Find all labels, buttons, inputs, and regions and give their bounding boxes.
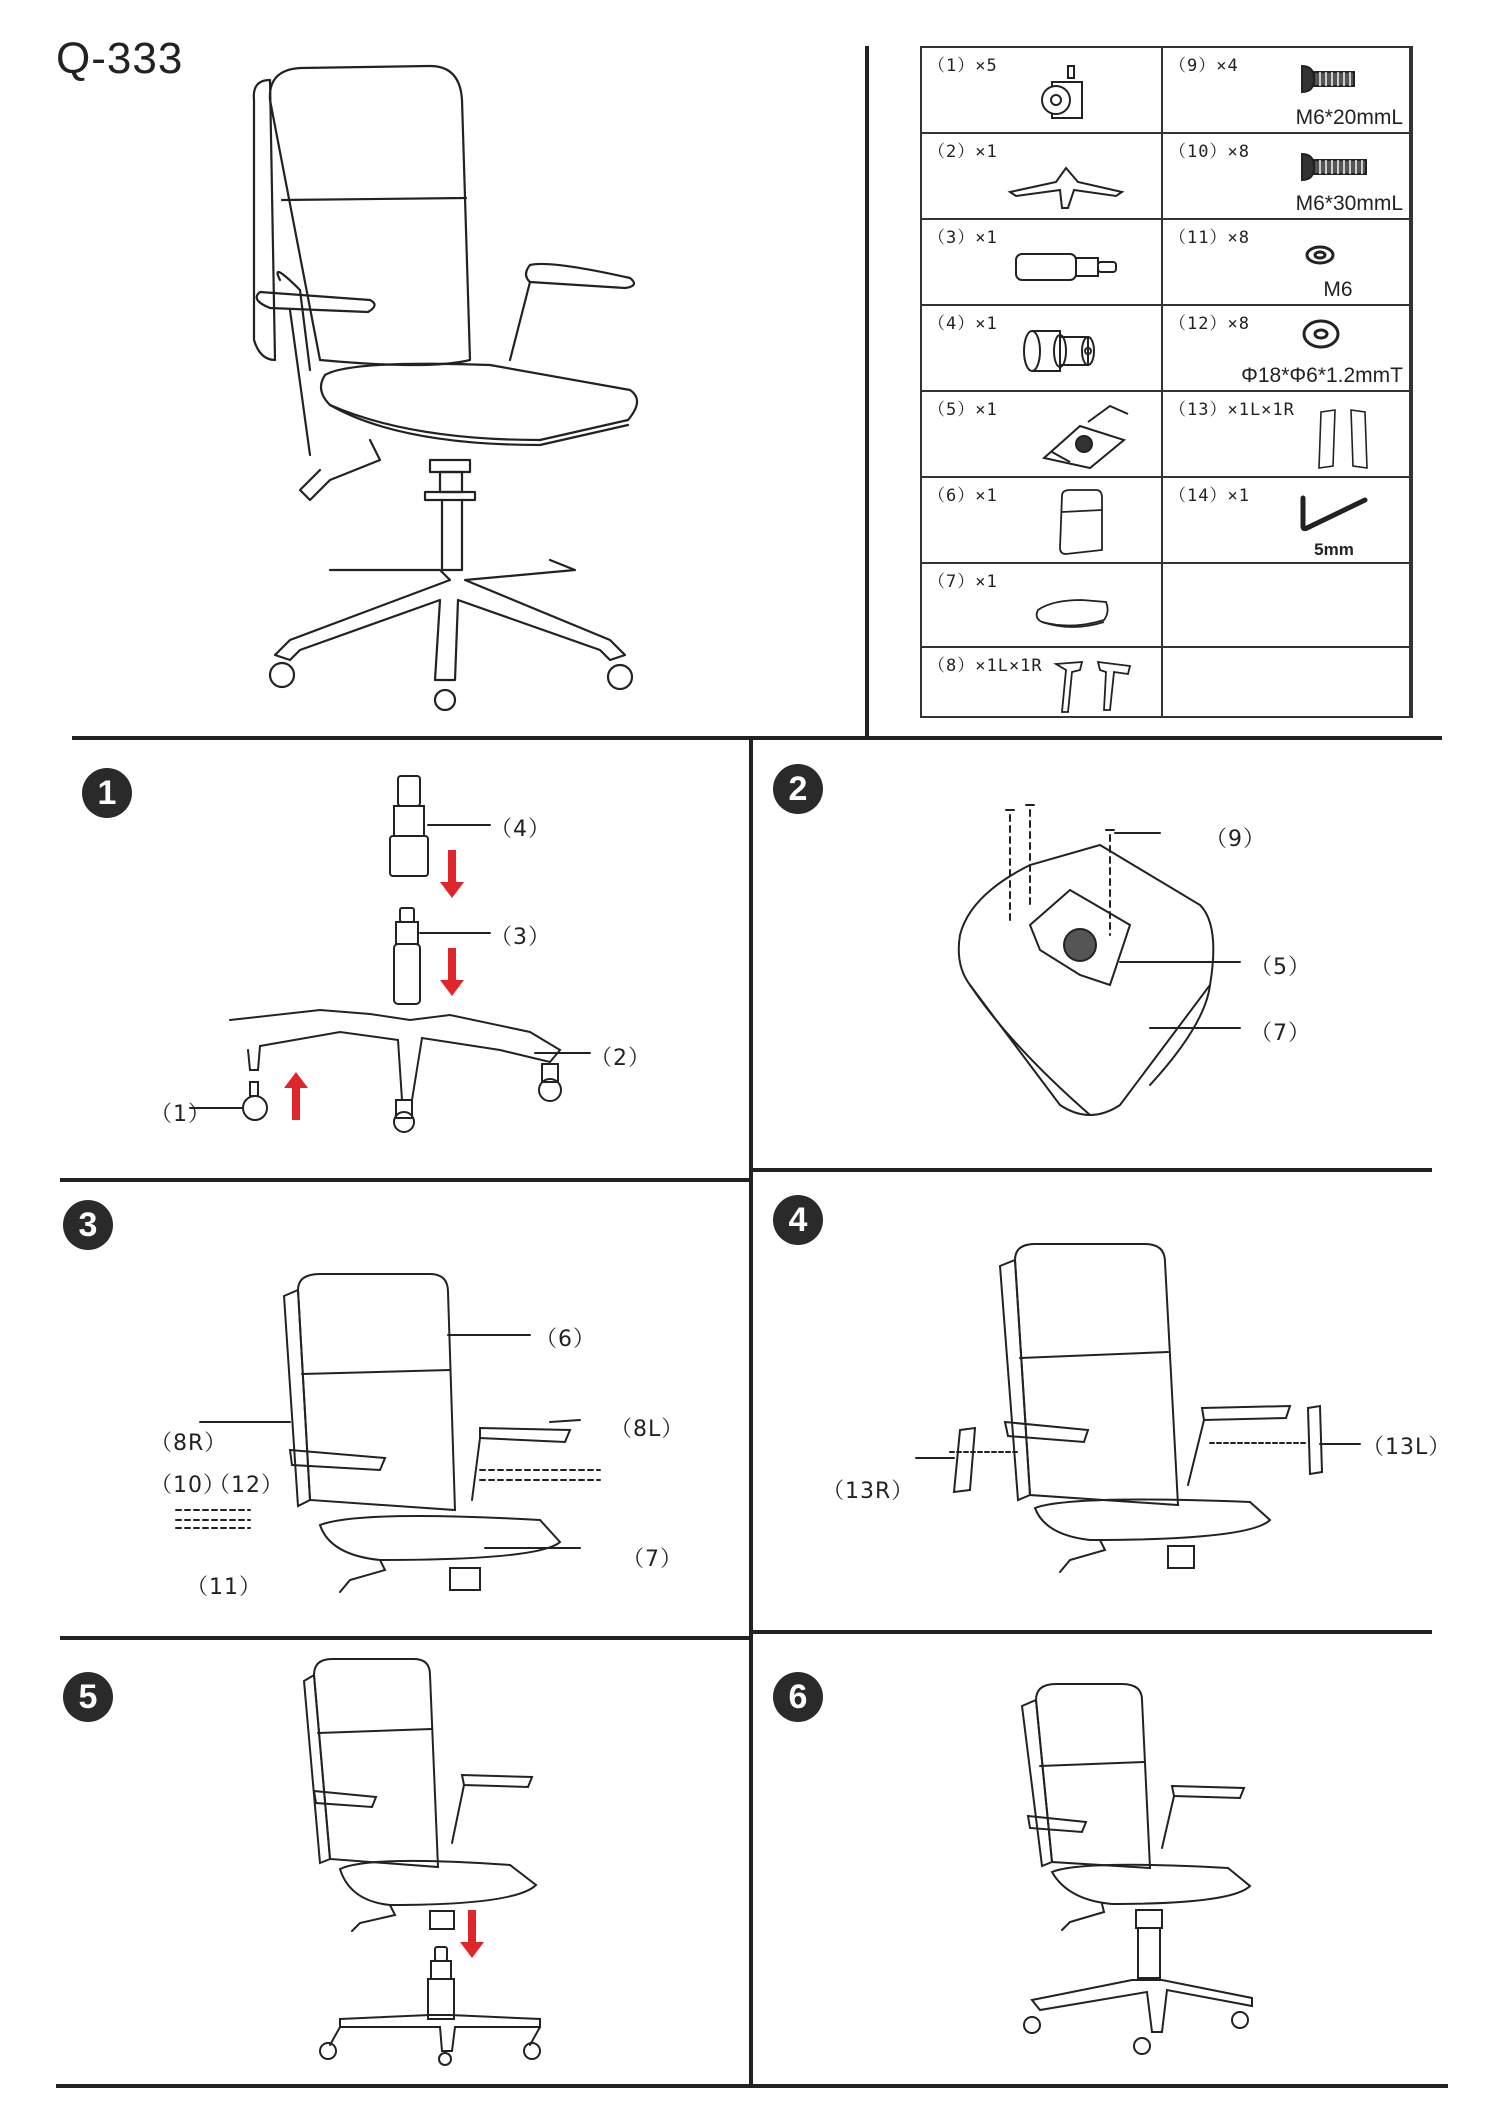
part-cell-10 <box>1163 134 1411 220</box>
part-spec: 5mm <box>1314 540 1354 559</box>
step-3-label-10: （10） <box>150 1473 226 1498</box>
part-qty: （1）×5 <box>928 56 998 76</box>
part-cell-13 <box>1163 392 1411 478</box>
backrest-icon <box>1056 488 1106 556</box>
parts-list-table <box>920 46 1413 718</box>
step-5-illustration <box>300 1655 580 2065</box>
step-4-label-13l: （13L） <box>1362 1435 1452 1460</box>
step-1-label-4: （4） <box>490 817 551 842</box>
bolt-long-icon <box>1298 150 1370 184</box>
bolt-short-icon <box>1298 62 1358 96</box>
part-qty: （5）×1 <box>928 400 998 420</box>
step-3-label-6: （6） <box>535 1327 596 1352</box>
part-cell-1 <box>922 48 1163 134</box>
part-cell-11 <box>1163 220 1411 306</box>
part-cell-6 <box>922 478 1163 564</box>
part-qty: （9）×4 <box>1169 56 1239 76</box>
part-qty: （11）×8 <box>1169 228 1250 248</box>
step-2-label-9: （9） <box>1205 827 1266 852</box>
step-6-badge: 6 <box>773 1672 823 1722</box>
part-qty: （4）×1 <box>928 314 998 334</box>
seat-icon <box>1032 592 1112 632</box>
part-qty: （8）×1L×1R <box>928 656 1043 676</box>
part-cell-7 <box>922 564 1163 648</box>
step-1-label-2: （2） <box>590 1046 651 1071</box>
step-1-arrows <box>280 850 480 1150</box>
part-spec: M6*30mmL <box>1295 192 1403 215</box>
assembled-chair-illustration <box>230 60 680 710</box>
armrest-pair-icon <box>1052 656 1136 716</box>
step-3-badge: 3 <box>63 1200 113 1250</box>
part-cell-8 <box>922 648 1163 718</box>
tilt-mechanism-icon <box>1040 402 1130 472</box>
step-3-label-8r: （8R） <box>150 1431 228 1456</box>
divider-h2-left <box>60 1178 750 1182</box>
part-spec: M6 <box>1323 278 1353 301</box>
divider-bottom <box>56 2084 1448 2088</box>
step-5-arrow <box>460 1910 484 1960</box>
spring-washer-icon <box>1303 242 1337 268</box>
part-qty: （2）×1 <box>928 142 998 162</box>
part-cell-empty-2 <box>1163 648 1411 718</box>
star-base-icon <box>1006 162 1126 212</box>
part-qty: （7）×1 <box>928 572 998 592</box>
model-number: Q-333 <box>56 34 184 83</box>
part-qty: （12）×8 <box>1169 314 1250 334</box>
step-6-illustration <box>1012 1680 1292 2060</box>
part-cell-4 <box>922 306 1163 392</box>
divider-h2-right <box>752 1168 1432 1172</box>
cylinder-cover-icon <box>1022 326 1098 376</box>
step-3-label-7: （7） <box>622 1547 683 1572</box>
step-4-illustration <box>920 1240 1400 1580</box>
step-1-label-3: （3） <box>490 925 551 950</box>
part-cell-2 <box>922 134 1163 220</box>
divider-h1 <box>72 736 1442 740</box>
step-4-badge: 4 <box>773 1195 823 1245</box>
part-cell-5 <box>922 392 1163 478</box>
step-1-badge: 1 <box>82 768 132 818</box>
part-spec: Φ18*Φ6*1.2mmT <box>1241 364 1403 387</box>
part-spec: M6*20mmL <box>1295 106 1403 129</box>
part-qty: （14）×1 <box>1169 486 1250 506</box>
part-cell-3 <box>922 220 1163 306</box>
step-2-label-7: （7） <box>1250 1021 1311 1046</box>
gas-lift-icon <box>1012 246 1122 286</box>
step-3-illustration <box>180 1270 630 1610</box>
part-cell-empty-1 <box>1163 564 1411 648</box>
divider-h3-left <box>60 1636 750 1640</box>
part-qty: （10）×8 <box>1169 142 1250 162</box>
step-3-label-12: （12） <box>208 1473 284 1498</box>
step-3-label-8l: （8L） <box>610 1417 685 1442</box>
divider-h3-right <box>752 1630 1432 1634</box>
header-vertical-divider <box>865 46 869 736</box>
part-cell-12 <box>1163 306 1411 392</box>
side-cover-icon <box>1313 406 1373 472</box>
part-cell-14 <box>1163 478 1411 564</box>
part-qty: （13）×1L×1R <box>1169 400 1295 420</box>
step-1-label-1: （1） <box>150 1102 211 1127</box>
part-cell-9 <box>1163 48 1411 134</box>
step-3-label-11: （11） <box>186 1575 262 1600</box>
step-4-label-13r: （13R） <box>822 1479 915 1504</box>
caster-wheel-icon <box>1040 64 1092 122</box>
step-5-badge: 5 <box>63 1672 113 1722</box>
part-qty: （6）×1 <box>928 486 998 506</box>
divider-v-main <box>749 738 753 2088</box>
flat-washer-icon <box>1301 318 1341 350</box>
part-qty: （3）×1 <box>928 228 998 248</box>
step-2-badge: 2 <box>773 764 823 814</box>
allen-key-icon <box>1295 490 1371 534</box>
step-2-label-5: （5） <box>1250 955 1311 980</box>
